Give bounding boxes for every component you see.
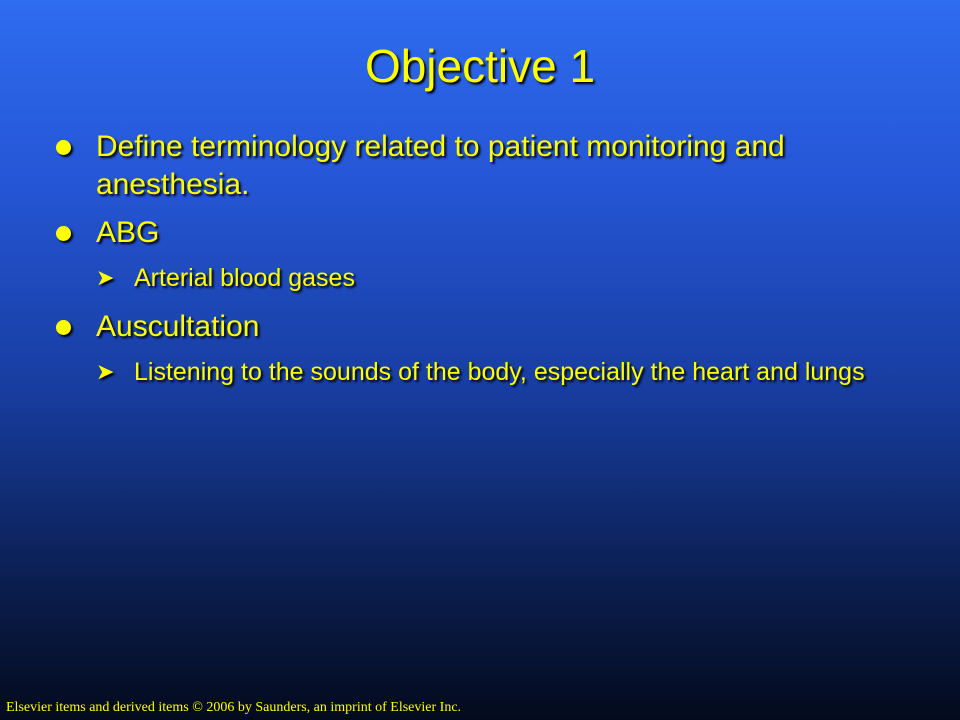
bullet-list <box>56 128 916 402</box>
bullet-text: ABG <box>96 216 160 249</box>
sub-bullet-text: Arterial blood gases <box>134 264 355 292</box>
sub-bullet-abg-definition <box>96 262 916 294</box>
bullet-item-abg <box>56 214 916 252</box>
copyright-footer: Elsevier items and derived items © 2006 by Saunders, an imprint of Elsevier Inc. <box>6 700 462 715</box>
slide-title: Objective 1 <box>364 40 596 92</box>
sub-bullet-text: Listening to the sounds of the body, especially the heart and lungs <box>134 358 865 386</box>
bullet-item-definition <box>56 128 916 204</box>
sub-bullet-auscultation-definition <box>96 356 916 388</box>
circle-bullet-icon <box>56 226 71 241</box>
arrow-bullet-icon: ➤ <box>96 359 115 384</box>
arrow-bullet-icon: ➤ <box>96 265 115 290</box>
circle-bullet-icon <box>56 140 71 155</box>
circle-bullet-icon <box>56 320 71 335</box>
bullet-text: Define terminology related to patient monitoring and anesthesia. <box>96 130 785 201</box>
bullet-item-auscultation <box>56 308 916 346</box>
bullet-text: Auscultation <box>96 310 260 343</box>
